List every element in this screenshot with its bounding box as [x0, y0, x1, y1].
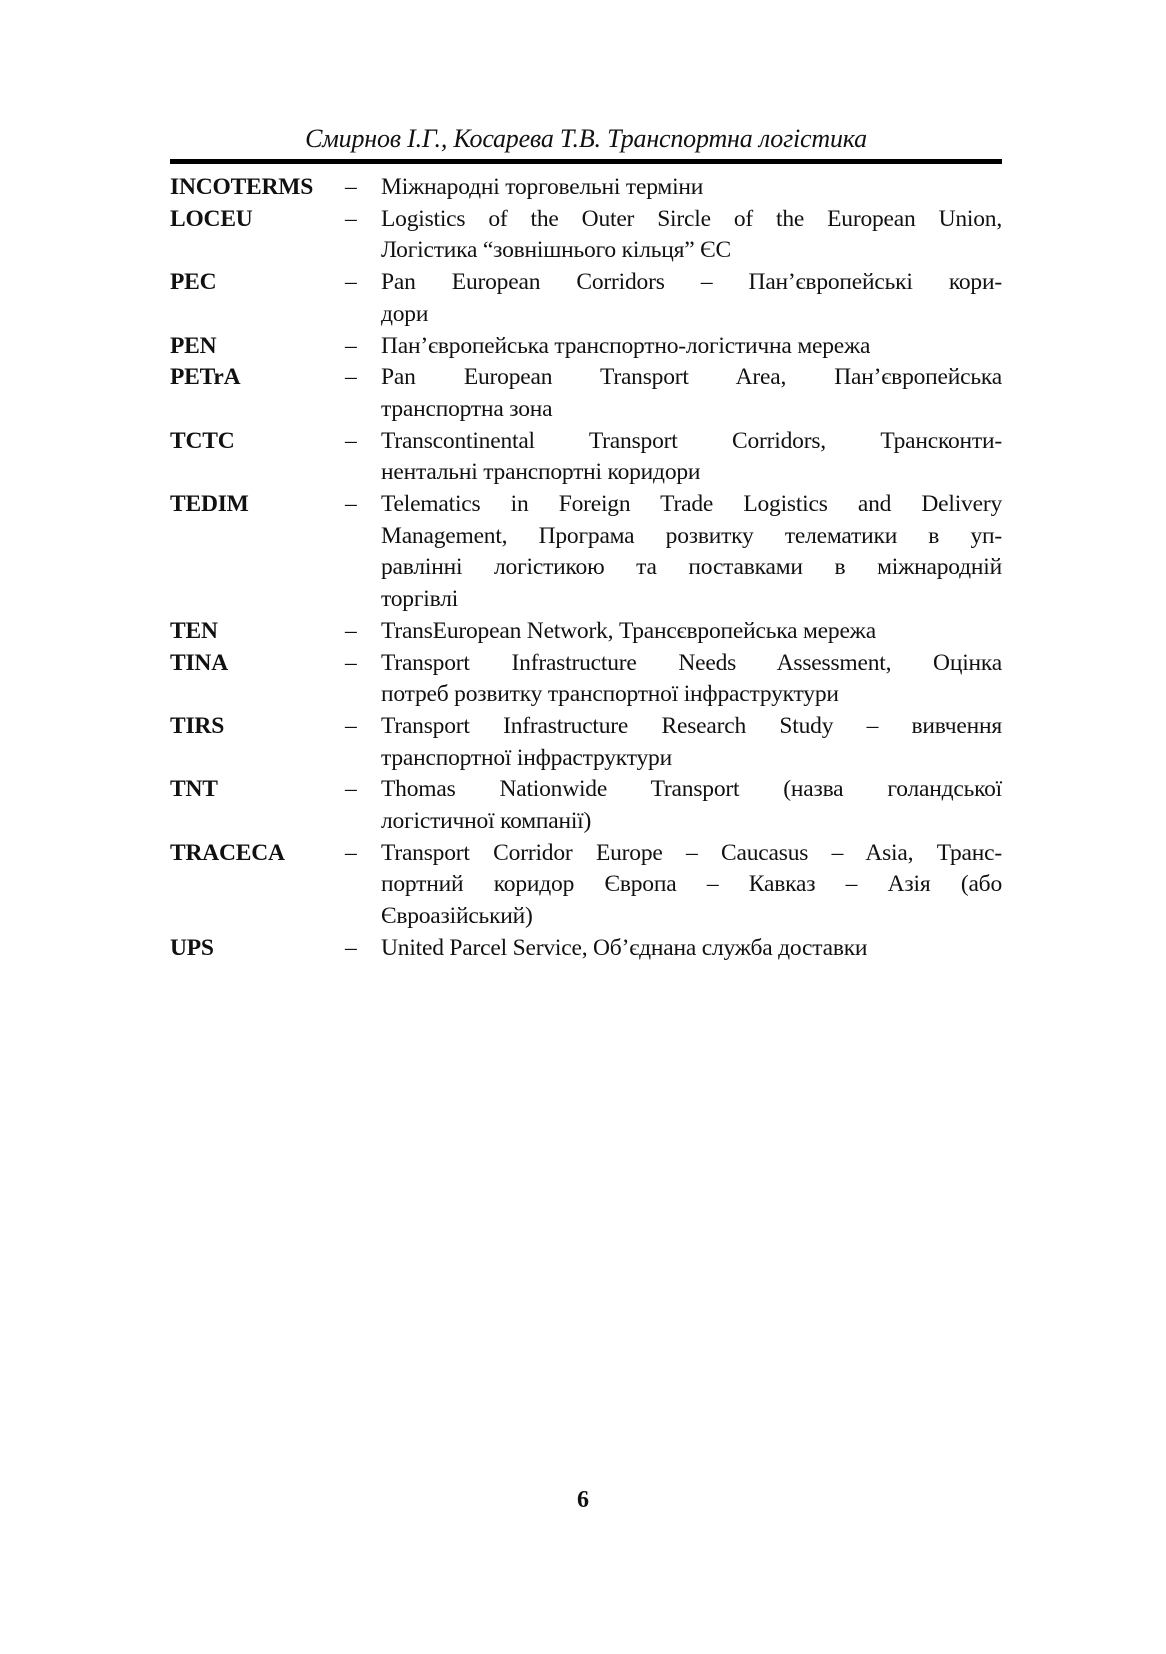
- definition-line: торгівлі: [381, 586, 459, 613]
- page-content: [170, 122, 1002, 965]
- abbreviation-list: [170, 172, 1002, 965]
- definition: [381, 774, 1002, 837]
- running-header: Смирнов І.Г., Косарева Т.В. Транспортна логістика: [170, 122, 1002, 164]
- abbreviation-term: TEN: [170, 617, 218, 644]
- abbreviation-term: TINA: [170, 649, 228, 676]
- definition-line: TransEuropean Network, Трансєвропейська мережа: [381, 617, 876, 644]
- abbreviation-entry: [170, 616, 1002, 648]
- abbreviation-entry: [170, 838, 1002, 933]
- abbreviation-entry: [170, 331, 1002, 363]
- abbreviation-entry: [170, 172, 1002, 204]
- abbreviation-term: TEDIM: [170, 491, 249, 518]
- abbreviation-entry: [170, 489, 1002, 616]
- definition-line: потреб розвитку транспортної інфраструктури: [381, 681, 839, 708]
- definition-line: Transport Infrastructure Research Study – вивчення: [381, 712, 1002, 739]
- page-number: 6: [577, 1487, 589, 1513]
- abbreviation-term: LOCEU: [170, 205, 253, 232]
- definition-line: Transport Infrastructure Needs Assessment, Оцінка: [381, 649, 1002, 676]
- dash-separator: –: [345, 712, 357, 739]
- abbreviation-entry: [170, 362, 1002, 425]
- abbreviation-entry: [170, 204, 1002, 267]
- definition-line: Логістика “зовнішнього кільця” ЄС: [381, 237, 731, 264]
- definition-line: Logistics of the Outer Sircle of the European Union,: [381, 205, 1002, 232]
- definition-line: равлінні логістикою та поставками в міжнародній: [381, 554, 1002, 581]
- definition: [381, 172, 1002, 204]
- definition: [381, 933, 1002, 965]
- definition-line: Thomas Nationwide Transport (назва голандської: [381, 776, 1002, 803]
- abbreviation-entry: [170, 933, 1002, 965]
- definition-line: Євроазійський): [381, 903, 533, 930]
- definition-line: Transcontinental Transport Corridors, Трансконти-: [381, 427, 1002, 454]
- abbreviation-entry: [170, 426, 1002, 489]
- dash-separator: –: [345, 776, 357, 803]
- abbreviation-entry: [170, 774, 1002, 837]
- abbreviation-entry: [170, 267, 1002, 330]
- definition-line: United Parcel Service, Об’єднана служба доставки: [381, 934, 868, 961]
- definition: [381, 616, 1002, 648]
- dash-separator: –: [345, 269, 357, 296]
- definition-line: нентальні транспортні коридори: [381, 459, 701, 486]
- definition-line: Міжнародні торговельні терміни: [381, 174, 704, 200]
- abbreviation-term: UPS: [170, 934, 214, 961]
- definition: [381, 711, 1002, 774]
- definition: [381, 426, 1002, 489]
- dash-separator: –: [345, 491, 357, 518]
- dash-separator: –: [345, 205, 357, 232]
- definition-line: транспортної інфраструктури: [381, 744, 672, 771]
- dash-separator: –: [345, 934, 357, 961]
- definition-line: дори: [381, 300, 429, 327]
- dash-separator: –: [345, 617, 357, 644]
- abbreviation-term: PETrA: [170, 364, 241, 391]
- dash-separator: –: [345, 427, 357, 454]
- definition-line: Management, Програма розвитку телематики в уп-: [381, 522, 1002, 549]
- definition-line: Pan European Transport Area, Пан’європейська: [381, 364, 1002, 391]
- definition: [381, 648, 1002, 711]
- abbreviation-term: TRACECA: [170, 839, 285, 866]
- dash-separator: –: [345, 174, 357, 200]
- dash-separator: –: [345, 649, 357, 676]
- abbreviation-term: PEN: [170, 332, 217, 359]
- definition-line: Pan European Corridors – Пан’європейські кори-: [381, 269, 1002, 296]
- definition-line: Transport Corridor Europe – Caucasus – Asia, Транс-: [381, 839, 1002, 866]
- abbreviation-term: TCTC: [170, 427, 235, 454]
- definition: [381, 204, 1002, 267]
- definition-line: Пан’європейська транспортно-логістична мережа: [381, 332, 871, 359]
- abbreviation-term: INCOTERMS: [170, 174, 314, 200]
- definition: [381, 331, 1002, 363]
- definition: [381, 362, 1002, 425]
- dash-separator: –: [345, 839, 357, 866]
- definition: [381, 267, 1002, 330]
- definition-line: транспортна зона: [381, 395, 553, 422]
- definition-line: Telematics in Foreign Trade Logistics and Delivery: [381, 491, 1002, 518]
- dash-separator: –: [345, 332, 357, 359]
- definition: [381, 838, 1002, 933]
- dash-separator: –: [345, 364, 357, 391]
- abbreviation-entry: [170, 711, 1002, 774]
- definition-line: логістичної компанії): [381, 808, 592, 835]
- definition-line: портний коридор Європа – Кавказ – Азія (або: [381, 871, 1002, 898]
- definition: [381, 489, 1002, 616]
- abbreviation-term: PEC: [170, 269, 217, 296]
- abbreviation-term: TNT: [170, 776, 218, 803]
- abbreviation-entry: [170, 648, 1002, 711]
- abbreviation-term: TIRS: [170, 712, 225, 739]
